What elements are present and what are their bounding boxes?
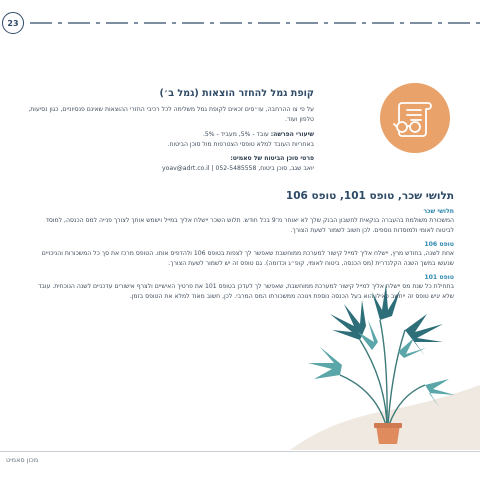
payslips-title: תלושי שכר, טופס 101, טופס 106 [285, 190, 454, 202]
certificate-icon-badge [380, 83, 450, 153]
section-payslips-forms [28, 190, 454, 307]
provident-fund-title: קופת גמל להחזר הוצאות (גמל ב׳) [159, 88, 314, 99]
contact-label: פרטי סוכן הביטוח של סאמיט: [230, 155, 314, 162]
rates-label: שיעורי הפרשה: [270, 131, 314, 138]
header-dashed-rule [30, 22, 480, 24]
page-number: 23 [2, 12, 24, 34]
rates-note: באחריות העובד למלא טופסי הצטרפות מול סוכן הביטוח. [167, 141, 314, 148]
form-106-subtitle: טופס 106 [424, 241, 454, 248]
footer-rule [0, 451, 480, 452]
provident-fund-rates [28, 130, 314, 150]
scroll-with-glasses-icon [380, 83, 450, 153]
payslips-text: המשכורת משולמת בהעברה בנקאית לחשבון הבנק שלך לא יאוחר מ־9 בכל חודש. תלוש השכר יישלח אליך במייל וישמש אותך לצורך פנייה למס הכנסה, למוסד לביטוח לאומי ולמוסדות נוספים. לכן חשוב לשמור לשעת הצורך. [45, 217, 454, 234]
form-101-text: בתחילת כל שנת מס יישלח אליך למייל קישור למערכת ממוחשבת, שאפשר לך לעדכן בטופס 101 את פרטיך האישיים ולצרף אישורים עדכניים לשנה הנוכחית. עובד שלא יגיש טופס זה ייחשב כאילו הוא בעל הכנסה נוספת וינוכה ממשכורתו המס המרבי. לכן, חשוב מאוד למלא את הטופס בזמן. [38, 283, 454, 300]
agent-contact [28, 154, 314, 174]
form-106-text: אחת לשנה, בחודש מרץ, יישלח אליך למייל קישור למערכת ממוחשבת שאפשר לך לצפות בטופס 106 ולהדפיס אותו. הטופס מרכז את סך כל המשכורות והניכויים שנעשו במשך השנה הקלנדרית (מס הכנסה, ביטוח לאומי, קופ״ג וכדומה). גם טופס זה יש לשמור לשעת הצורך. [41, 250, 454, 267]
payslips-subtitle: תלושי שכר [423, 208, 454, 215]
section-provident-fund [28, 88, 314, 179]
form-101-subtitle: טופס 101 [424, 274, 454, 281]
provident-fund-intro: על פי צו ההרחבה, עו״סים זכאים לקופת גמל משלימה לכל רכיבי החזרי ההוצאות שאינם פנסיוניים, כגון נסיעות, טלפון ועוד. [28, 106, 314, 123]
rates-text: עובד - 5%, מעביד - 5%. [202, 131, 269, 138]
contact-text: יואב שגב, סוכן ביטוח, 052-5485558 | yoav@adrt.co.il [162, 165, 314, 172]
footer-org-name: מכון סאמיט [6, 456, 39, 464]
